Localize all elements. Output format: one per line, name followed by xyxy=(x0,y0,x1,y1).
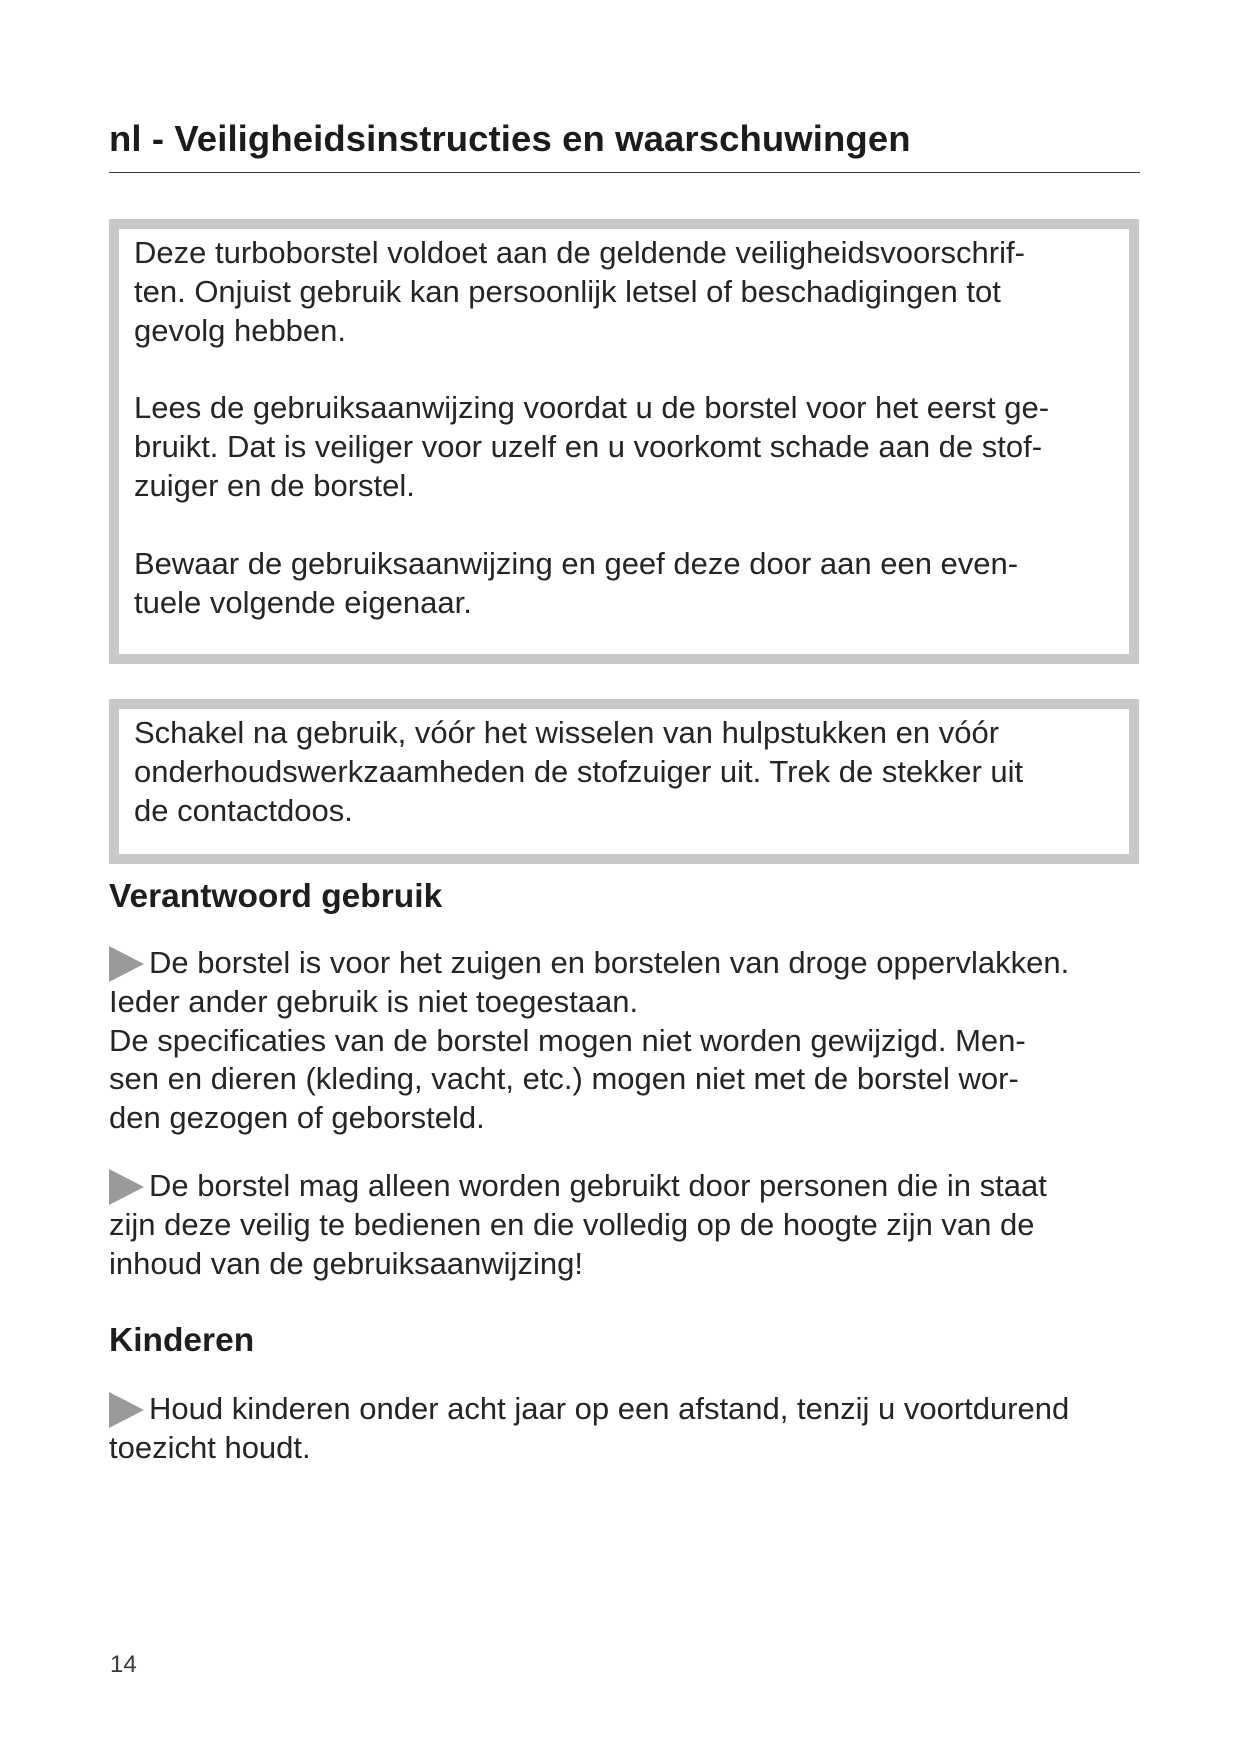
bullet-text: Houd kinderen onder acht jaar op een afstand, tenzij u voortdurend xyxy=(149,1391,1070,1426)
safety-notice-box xyxy=(109,219,1139,664)
text-line: gevolg hebben. xyxy=(134,312,347,348)
notice-paragraph xyxy=(134,714,1023,830)
triangle-right-icon xyxy=(109,1392,144,1428)
bullet-text: De borstel is voor het zuigen en borstelen van droge oppervlakken. xyxy=(149,945,1070,980)
text-line xyxy=(109,1167,1047,1206)
text-line: tuele volgende eigenaar. xyxy=(134,584,472,620)
text-line: den gezogen of geborsteld. xyxy=(109,1100,485,1136)
page-header xyxy=(109,112,1140,173)
text-line: de contactdoos. xyxy=(134,792,353,828)
text-line: inhoud van de gebruiksaanwijzing! xyxy=(109,1245,583,1281)
bullet-paragraph xyxy=(109,1167,1047,1283)
page-number: 14 xyxy=(110,1651,137,1678)
notice-paragraph xyxy=(134,234,1025,350)
text-line: toezicht houdt. xyxy=(109,1429,311,1465)
text-line: Lees de gebruiksaanwijzing voordat u de borstel voor het eerst ge- xyxy=(134,390,1050,425)
text-line: zuiger en de borstel. xyxy=(134,467,415,503)
text-line: ten. Onjuist gebruik kan persoonlijk letsel of beschadigingen tot xyxy=(134,273,1001,309)
text-line: Bewaar de gebruiksaanwijzing en geef deze door aan een even- xyxy=(134,546,1019,581)
triangle-right-icon xyxy=(109,946,144,982)
text-line: De specificaties van de borstel mogen niet worden gewijzigd. Men- xyxy=(109,1022,1026,1058)
text-line: Deze turboborstel voldoet aan de geldende veiligheidsvoorschrif- xyxy=(134,235,1025,270)
switch-off-notice-box xyxy=(109,699,1139,864)
section-heading-children: Kinderen xyxy=(109,1322,255,1359)
notice-paragraph xyxy=(134,389,1049,505)
text-line: Schakel na gebruik, vóór het wisselen van hulpstukken en vóór xyxy=(134,715,1000,750)
bullet-paragraph xyxy=(109,944,1069,1138)
text-line xyxy=(109,1390,1069,1429)
text-line xyxy=(109,944,1069,983)
section-heading-responsible-use: Verantwoord gebruik xyxy=(109,878,443,915)
text-line: onderhoudswerkzaamheden de stofzuiger uit. Trek de stekker uit xyxy=(134,753,1024,789)
bullet-text: De borstel mag alleen worden gebruikt door personen die in staat xyxy=(149,1168,1047,1203)
text-line: Ieder ander gebruik is niet toegestaan. xyxy=(109,983,639,1019)
text-line: zijn deze veilig te bedienen en die volledig op de hoogte zijn van de xyxy=(109,1206,1035,1242)
text-line: bruikt. Dat is veiliger voor uzelf en u voorkomt schade aan de stof- xyxy=(134,428,1043,464)
notice-paragraph xyxy=(134,545,1018,623)
bullet-paragraph xyxy=(109,1390,1069,1468)
text-line: sen en dieren (kleding, vacht, etc.) mogen niet met de borstel wor- xyxy=(109,1061,1019,1097)
page-title: nl - Veiligheidsinstructies en waarschuwingen xyxy=(109,118,911,159)
triangle-right-icon xyxy=(109,1169,144,1205)
